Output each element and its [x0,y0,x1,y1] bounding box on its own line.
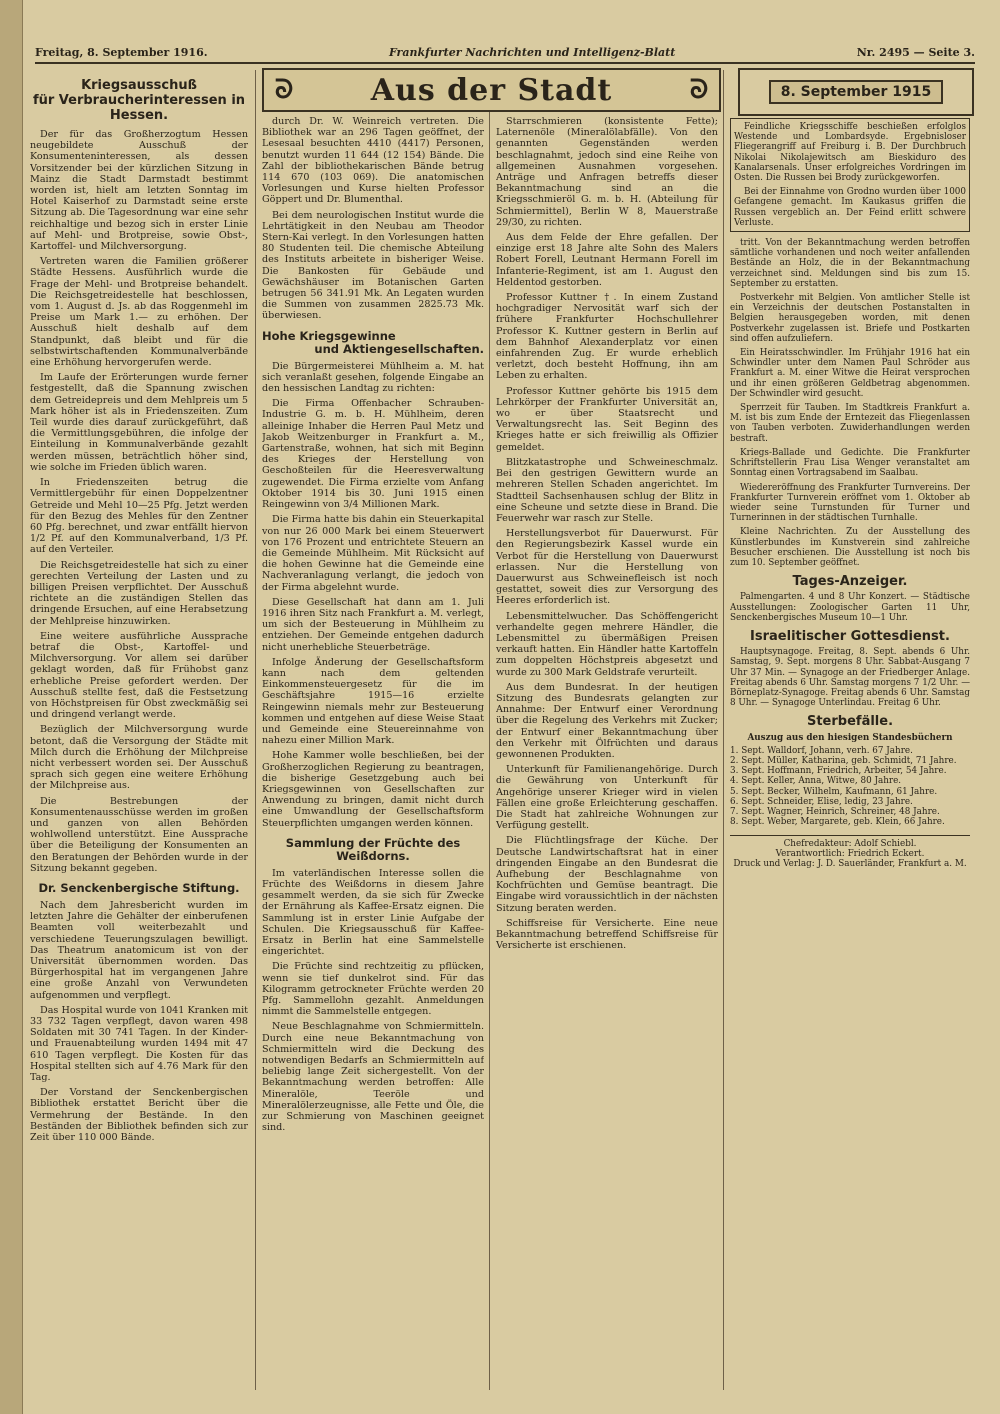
sterbefaelle-intro: Auszug aus den hiesigen Standesbüchern [747,732,953,743]
summary-paragraph: Feindliche Kriegsschiffe beschießen erfolglos Westende und Lombardsyde. Ergebnisloser Fliegerangriff auf Freiburg i. B. Der Durchbruch Nikolai Nikolajewitsch am Bieskiduro des Kanalarsenals. Unser erfolgreiches Vordringen im Osten. Die Russen bei Brody zurückgeworfen. [734,122,966,184]
previous-page-edge [0,0,23,1414]
list-item: 8. Sept. Weber, Margarete, geb. Klein, 66 Jahre. [730,817,945,828]
article-paragraph: Die Früchte sind rechtzeitig zu pflücken, wenn sie tief dunkelrot sind. Für das Kilogramm getrockneter Früchte werden 20 Pfg. Sammellohn gezahlt. Anmeldungen nimmt die Sammelstelle entgegen. [262,961,484,1018]
column-rule [723,70,724,1390]
gottesdienst-text: Hauptsynagoge. Freitag, 8. Sept. abends 6 Uhr. Samstag, 9. Sept. morgens 8 Uhr. Sabbat-Ausgang 7 Uhr 37 Min. — Synagoge an der Friedberger Anlage. Freitag abends 6 Uhr. Samstag morgens 7 1/2 Uhr. — Börneplatz-Synagoge. Freitag abends 6 Uhr. Samstag 8 Uhr. — Synagoge Unterlindau. Freitag 6 Uhr. [730,647,970,709]
article-paragraph: Herstellungsverbot für Dauerwurst. Für den Regierungsbezirk Kassel wurde ein Verbot für die Herstellung von Dauerwurst erlassen. Nur die Herstellung von Dauerwurst aus Schweinefleisch ist noch gestattet, soweit dies zur Versorgung des Heeres erforderlich ist. [496,528,718,607]
article-paragraph: Aus dem Bundesrat. In der heutigen Sitzung des Bundesrats gelangten zur Annahme: Der Entwurf einer Verordnung über die Regelung des Verkehrs mit Zucker; der Entwurf einer Bekanntmachung über den Verkehr mit Ölfrüchten und daraus gewonnenen Produkten. [496,681,718,760]
list-item: 3. Sept. Hoffmann, Friedrich, Arbeiter, 54 Jahre. [730,766,947,777]
article-paragraph: Professor Kuttner gehörte bis 1915 dem Lehrkörper der Frankfurter Universität an, wo er über Staatsrecht und Verwaltungsrecht las. Seit Beginn des Krieges hatte er sich freiwillig als Offizier gemeldet. [496,385,718,453]
sterbefaelle-title: Sterbefälle. [806,714,894,730]
article-paragraph: Der Vorstand der Senckenbergischen Bibliothek erstattet Bericht über die Vermehrung der Bestände. In den Beständen der Bibliothek befinden sich zur Zeit über 110 000 Bände. [30,1087,248,1144]
article-title: Dr. Senckenbergische Stiftung. [38,881,240,895]
article-paragraph: Diese Gesellschaft hat dann am 1. Juli 1916 ihren Sitz nach Frankfurt a. M. verlegt, um sich der Besteuerung in Mühlheim zu entziehen. Der Gemeinde entgehen dadurch nicht unerhebliche Steuerbeträge. [262,596,484,653]
column-1 [30,78,248,1398]
list-item: 7. Sept. Wagner, Heinrich, Schreiner, 48 Jahre. [730,806,940,817]
article-paragraph: Unterkunft für Familienangehörige. Durch die Gewährung von Unterkunft für Angehörige unserer Krieger wird in vielen Fällen eine große Erleichterung geschaffen. Die Stadt hat zahlreiche Wohnungen zur Verfügung gestellt. [496,764,718,832]
article-paragraph: Postverkehr mit Belgien. Von amtlicher Stelle ist ein Verzeichnis der deutschen Postanstalten in Belgien herausgegeben worden, mit denen Postverkehr zugelassen ist. Briefe und Postkarten sind offen aufzuliefern. [730,293,970,344]
article-paragraph: durch Dr. W. Weinreich vertreten. Die Bibliothek war an 296 Tagen geöffnet, der Lesesaal besuchten 4410 (4417) Personen, benutzt wurden 11 644 (12 154) Bände. Die Zahl der bibliothekarischen Bände betrug 114 670 (103 069). Die anatomischen Vorlesungen und Kurse hielten Professor Göppert und Dr. Blumenthal. [262,116,484,206]
article-paragraph: Kleine Nachrichten. Zu der Ausstellung des Künstlerbundes im Kunstverein sind zahlreiche Besucher erschienen. Die Ausstellung ist noch bis zum 10. September geöffnet. [730,527,970,568]
column-2 [262,116,484,1391]
summary-paragraph: Bei der Einnahme von Grodno wurden über 1000 Gefangene gemacht. Im Kaukasus griffen die Russen vergeblich an. Der Feind erlitt schwere Verluste. [734,187,966,228]
imprint-line: Chefredakteur: Adolf Schiebl. [783,839,917,850]
article-paragraph: Bei dem neurologischen Institut wurde die Lehrtätigkeit in den Neubau am Theodor Stern-Kai verlegt. In den Vorlesungen hatten 80 Studenten teil. Die chemische Abteilung des Instituts arbeitete in bisheriger Weise. Die Bankosten für Gebäude und Gewächshäuser im Botanischen Garten betrugen 56 341.91 Mk. An Legaten wurden die Summen von zusammen 2825.73 Mk. überwiesen. [262,209,484,322]
article-paragraph: Starrschmieren (konsistente Fette); Laternenöle (Mineralölabfälle). Von den genannten Gegenständen werden beschlagnahmt, jedoch sind eine Reihe von allgemeinen Ausnahmen vorgesehen. Anträge und Anfragen betreffs dieser Bekanntmachung sind an die Kriegsschmieröl G. m. b. H. (Abteilung für Schmiermittel), Berlin W 8, Mauerstraße 29/30, zu richten. [496,116,718,228]
section-banner [262,68,721,112]
article-paragraph: In Friedenszeiten betrug die Vermittlergebühr für einen Doppelzentner Getreide und Mehl 10—25 Pfg. Jetzt werden für den Bezug des Mehles für den Zentner 60 Pfg. berechnet, und zwar entfällt hiervon 1/2 Pf. auf den Kommunalverband, 1/3 Pf. auf den Verteiler. [30,477,248,556]
article-paragraph: Im vaterländischen Interesse sollen die Früchte des Weißdorns in diesem Jahre gesammelt werden, da sie sich für Zwecke der Ernährung als Kaffee-Ersatz eignen. Die Sammlung ist in erster Linie Aufgabe der Schulen. Die Kriegsausschuß für Kaffee-Ersatz in Berlin hat eine Sammelstelle eingerichtet. [262,867,484,958]
article-paragraph: Kriegs-Ballade und Gedichte. Die Frankfurter Schriftstellerin Frau Lisa Wenger veranstaltet am Sonntag einen Vortragsabend im Saalbau. [730,447,970,479]
column-rule [489,112,490,1390]
article-title: Hohe Kriegsgewinne [262,328,396,343]
list-item: 4. Sept. Keller, Anna, Witwe, 80 Jahre. [730,776,902,787]
article-title: Kriegsausschuß [81,78,197,93]
list-item: 2. Sept. Müller, Katharina, geb. Schmidt, 71 Jahre. [730,755,957,766]
column-4 [730,118,970,1388]
date-box-label: 8. September 1915 [769,80,944,104]
section-title: Aus der Stadt [370,72,613,108]
article-paragraph: Lebensmittelwucher. Das Schöffengericht verhandelte gegen mehrere Händler, die Lebensmittel zu übermäßigen Preisen verkauft hatten. Ein Händler hatte Kartoffeln zum doppelten Höchstpreis abgesetzt und wurde zu 300 Mark Geldstrafe verurteilt. [496,610,718,678]
article-paragraph: Sperrzeit für Tauben. Im Stadtkreis Frankfurt a. M. ist bis zum Ende der Erntezeit das Fliegenlassen von Tauben verboten. Zuwiderhandlungen werden bestraft. [730,403,970,444]
article-paragraph: Die Firma Offenbacher Schrauben-Industrie G. m. b. H. Mühlheim, deren alleinige Inhaber die Herren Paul Metz und Jakob Weitzenburger in Frankfurt a. M., Gartenstraße, wohnen, hat sich mit Beginn des Krieges der Herstellung von Geschoßteilen für die Heeresverwaltung zugewendet. Die Firma erzielte vom Anfang Oktober 1914 bis 30. Juni 1915 einen Reingewinn von 3/4 Millionen Mark. [262,398,484,511]
article-title: Sammlung der Früchte des Weißdorns. [285,835,461,863]
page-header [35,42,975,62]
ornament-right-icon: ᘐ [689,74,709,105]
article-subtitle: für Verbraucherinteressen in Hessen. [32,93,246,123]
header-rule [35,62,975,64]
article-paragraph: Blitzkatastrophe und Schweineschmalz. Bei den gestrigen Gewittern wurde an mehreren Stellen Schaden angerichtet. Im Stadtteil Sachsenhausen schlug der Blitz in eine Scheune und setzte diese in Brand. Die Feuerwehr war rasch zur Stelle. [496,456,718,524]
imprint [730,835,970,869]
article-paragraph: Der für das Großherzogtum Hessen neugebildete Ausschuß der Konsumenteninteressen, als dessen Vorsitzender bei der kürzlichen Sitzung in Mainz die Stadt Darmstadt bestimmt worden ist, hielt am letzten Sonntag im Hotel Kaiserhof zu Darmstadt seine erste Sitzung ab. Die Tagesordnung war eine sehr reichhaltige und bezog sich in erster Linie auf Mehl- und Brotpreise, sowie Obst-, Kartoffel- und Milchversorgung. [30,129,248,253]
article-paragraph: Bezüglich der Milchversorgung wurde betont, daß die Versorgung der Städte mit Milch durch die Erhöhung der Milchpreise nicht verbessert worden sei. Der Ausschuß sprach sich gegen eine weitere Erhöhung der Milchpreise aus. [30,724,248,792]
tages-anzeiger-title: Tages-Anzeiger. [792,574,908,590]
article-footnote: Schiffsreise für Versicherte. Eine neue Bekanntmachung betreffend Schiffsreise für Versicherte ist erschienen. [496,917,718,952]
article-paragraph: Nach dem Jahresbericht wurden im letzten Jahre die Gehälter der einberufenen Beamten voll weiterbezahlt und verschiedene Teuerungszulagen bewilligt. Das Theatrum anatomicum ist von der Universität übernommen worden. Das Bürgerhospital hat im vergangenen Jahre eine große Anzahl von Verwundeten aufgenommen und verpflegt. [30,900,248,1001]
list-item: 6. Sept. Schneider, Elise, ledig, 23 Jahre. [730,796,913,807]
article-subtitle: und Aktiengesellschaften. [314,341,484,356]
tages-anzeiger-text: Palmengarten. 4 und 8 Uhr Konzert. — Städtische Ausstellungen: Zoologischer Garten 11 Uhr, Senckenbergisches Museum 10—1 Uhr. [730,592,970,623]
article-paragraph: Professor Kuttner †. In einem Zustand hochgradiger Nervosität warf sich der frühere Frankfurter Hochschullehrer Professor K. Kuttner gestern in Berlin auf dem Bahnhof Alexanderplatz vor einen einfahrenden Zug. Er wurde erheblich verletzt, doch besteht Hoffnung, ihn am Leben zu erhalten. [496,292,718,382]
gottesdienst-title: Israelitischer Gottesdienst. [750,628,950,644]
article-paragraph: Hohe Kammer wolle beschließen, bei der Großherzoglichen Regierung zu beantragen, die bisherige Gesetzgebung auch bei Kriegsgewinnen von Gesellschaften zur Anwendung zu bringen, damit nicht durch eine Umwandlung der Gesellschaftsform Steuerpflichten umgangen werden können. [262,750,484,829]
article-paragraph: Neue Beschlagnahme von Schmiermitteln. Durch eine neue Bekanntmachung von Schmiermitteln wird die Deckung des notwendigen Bedarfs an Schmiermitteln auf beliebig lange Zeit sichergestellt. Von der Bekanntmachung werden betroffen: Alle Mineralöle, Teeröle und Mineralölerzeugnisse, alle Fette und Öle, die zur Schmierung von Maschinen geeignet sind. [262,1021,484,1134]
article-paragraph: Infolge Änderung der Gesellschaftsform kann nach dem geltenden Einkommensteuergesetz für die im Geschäftsjahre 1915—16 erzielte Reingewinn niemals mehr zur Besteuerung kommen und entgehen auf diese Weise Staat und Gemeinde eine Steuereinnahme von nahezu einer Million Mark. [262,656,484,747]
header-paper: Frankfurter Nachrichten und Intelligenz-Blatt [388,45,676,59]
column-rule [255,70,256,1390]
date-box [738,68,974,116]
list-item: 5. Sept. Becker, Wilhelm, Kaufmann, 61 Jahre. [730,786,938,797]
article-paragraph: Die Reichsgetreidestelle hat sich zu einer gerechten Verteilung der Lasten und zu billigen Preisen verpflichtet. Der Ausschuß richtete an die zuständigen Stellen das dringende Ersuchen, auf eine Herabsetzung der Mehlpreise hinzuwirken. [30,559,248,627]
article-paragraph: Die Firma hatte bis dahin ein Steuerkapital von nur 26 000 Mark bei einem Steuerwert von 176 Prozent und entrichtete Steuern an die Gemeinde Mühlheim. Mit Rücksicht auf die hohen Gewinne hat die Gemeinde eine Nachveranlagung verlangt, die jedoch von der Firma abgelehnt wurde. [262,514,484,593]
column-3 [496,116,718,1391]
article-paragraph: Eine weitere ausführliche Aussprache betraf die Obst-, Kartoffel- und Milchversorgung. Vor allem sei darüber geklagt worden, daß für Frühobst ganz erhebliche Preise gefordert werden. Der Ausschuß stellte fest, daß die Festsetzung von Höchstpreisen für Obst zweckmäßig sei und dringend verlangt werde. [30,630,248,721]
article-paragraph: Wiedereröffnung des Frankfurter Turnvereins. Der Frankfurter Turnverein eröffnet vom 1. Oktober ab wieder seine Turnstunden für Turner und Turnerinnen in der städtischen Turnhalle. [730,482,970,524]
header-issue: Nr. 2495 — Seite 3. [856,45,975,59]
article-paragraph: Vertreten waren die Familien größerer Städte Hessens. Ausführlich wurde die Frage der Mehl- und Brotpreise behandelt. Die Reichsgetreidestelle hat beschlossen, vom 1. August d. Js. ab das Roggenmehl im Preise um Mark 1.— zu erhöhen. Der Ausschuß hielt deshalb auf dem Standpunkt, daß bleibt und für die selbstwirtschaftenden Kommunalverbände eine Erhöhung hervorgerufen werde. [30,256,248,369]
article-paragraph: tritt. Von der Bekanntmachung werden betroffen sämtliche vorhandenen und noch weiter anfallenden Bestände an Holz, die in der Bekanntmachung verzeichnet sind. Meldungen sind bis zum 15. September zu erstatten. [730,238,970,289]
article-paragraph: Im Laufe der Erörterungen wurde ferner festgestellt, daß die Spannung zwischen dem Getreidepreis und dem Mehlpreis um 5 Mark höher ist als in Friedenszeiten. Zum Teil wurde dies darauf zurückgeführt, daß die Vermittlungsgebühren, die infolge der Einteilung in Kommunalverbände gezahlt werden müssen, beträchtlich höher sind, wie solche im Frieden üblich waren. [30,372,248,473]
sterbefaelle-list [730,746,970,828]
article-paragraph: Aus dem Felde der Ehre gefallen. Der einzige erst 18 Jahre alte Sohn des Malers Robert Forell, Leutnant Hermann Forell im Infanterie-Regiment, ist am 1. August den Heldentod gestorben. [496,232,718,288]
imprint-line: Druck und Verlag: J. D. Sauerländer, Frankfurt a. M. [733,859,967,870]
article-paragraph: Die Bürgermeisterei Mühlheim a. M. hat sich veranlaßt gesehen, folgende Eingabe an den hessischen Landtag zu richten: [262,360,484,395]
article-paragraph: Ein Heiratsschwindler. Im Frühjahr 1916 hat ein Schwindler unter dem Namen Paul Schröder aus Frankfurt a. M. einer Witwe die Heirat versprochen und ihr einen größeren Geldbetrag abgenommen. Der Schwindler wird gesucht. [730,348,970,399]
article-paragraph: Die Bestrebungen der Konsumentenausschüsse werden im großen und ganzen von allen Behörden wohlwollend unterstützt. Eine Aussprache über die Beteiligung der Konsumenten an den Beratungen der Behörden wurde in der Sitzung bekannt gegeben. [30,795,248,874]
article-paragraph: Das Hospital wurde von 1041 Kranken mit 33 732 Tagen verpflegt, davon waren 498 Soldaten mit 30 741 Tagen. In der Kinder- und Frauenabteilung wurden 1494 mit 47 610 Tagen verpflegt. Die Kosten für das Hospital stellten sich auf 4.76 Mark für den Tag. [30,1004,248,1084]
imprint-line: Verantwortlich: Friedrich Eckert. [775,849,925,860]
article-paragraph: Die Flüchtlingsfrage der Küche. Der Deutsche Landwirtschaftsrat hat in einer dringenden Eingabe an den Bundesrat die Aufhebung der Beschlagnahme von Kochfrüchten und Gemüse beantragt. Die Eingabe wird voraussichtlich in der nächsten Sitzung beraten werden. [496,835,718,914]
date-summary-box [730,118,970,232]
list-item: 1. Sept. Walldorf, Johann, verh. 67 Jahre. [730,745,913,756]
ornament-left-icon: ᘐ [274,74,294,105]
header-date: Freitag, 8. September 1916. [35,45,208,59]
